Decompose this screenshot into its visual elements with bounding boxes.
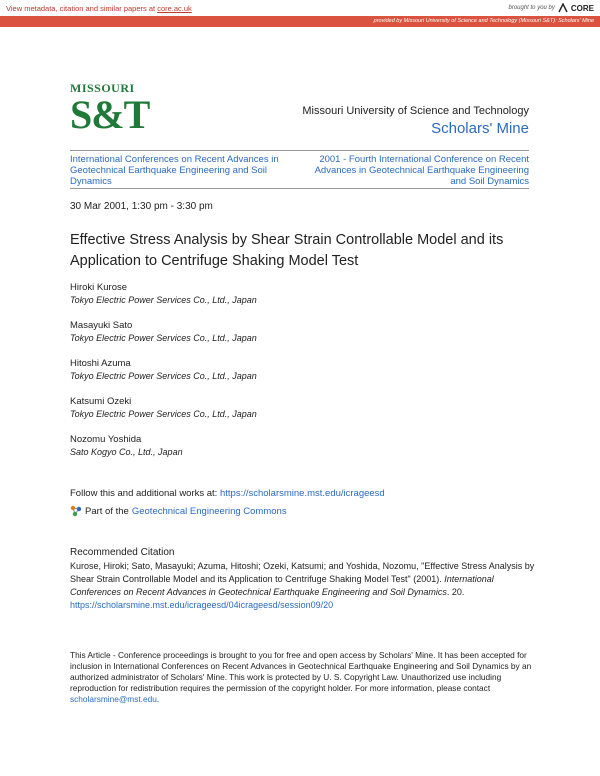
scholars-mine-link[interactable]: Scholars' Mine: [431, 120, 529, 137]
author-entry: [70, 358, 530, 396]
author-affiliation: Tokyo Electric Power Services Co., Ltd., Japan: [70, 371, 257, 381]
part-of-line: [70, 505, 287, 517]
author-entry: [70, 396, 530, 434]
core-brought-by: [509, 3, 595, 13]
brought-to-you-text: brought to you by: [508, 5, 555, 11]
notice-end: .: [156, 694, 160, 704]
top-divider: [70, 150, 529, 151]
provided-by-banner: [0, 16, 600, 27]
author-name: Hitoshi Azuma: [70, 358, 131, 369]
conference-edition-link[interactable]: 2001 - Fourth International Conference on Recent Advances in Geotechnical Earthquake Engineering and Soil Dynamics: [314, 154, 529, 187]
paper-title: Effective Stress Analysis by Shear Strain Controllable Model and its Application to Centrifuge Shaking Model Test: [70, 232, 504, 269]
commons-link[interactable]: Geotechnical Engineering Commons: [131, 505, 287, 517]
author-name: Katsumi Ozeki: [70, 396, 132, 407]
author-affiliation: Tokyo Electric Power Services Co., Ltd., Japan: [70, 333, 257, 343]
author-entry: [70, 320, 530, 358]
provided-by-text: provided by Missouri University of Science and Technology (Missouri S&T): Scholars' Mine: [373, 18, 594, 24]
core-logo[interactable]: CORE: [570, 3, 594, 13]
university-name: Missouri University of Science and Technology: [302, 105, 529, 117]
author-affiliation: Tokyo Electric Power Services Co., Ltd., Japan: [70, 409, 257, 419]
copyright-notice: [70, 650, 535, 705]
session-date: 30 Mar 2001, 1:30 pm - 3:30 pm: [70, 201, 213, 212]
core-link[interactable]: core.ac.uk: [157, 4, 192, 13]
conference-series-link[interactable]: International Conferences on Recent Advances in Geotechnical Earthquake Engineering and Soil Dynamics: [70, 154, 279, 187]
author-name: Hiroki Kurose: [70, 282, 128, 293]
contact-email-link[interactable]: scholarsmine@mst.edu: [70, 694, 157, 704]
part-of-text: Part of the: [85, 505, 129, 517]
author-name: Nozomu Yoshida: [70, 434, 142, 445]
citation-link[interactable]: https://scholarsmine.mst.edu/icrageesd/04icrageesd/session09/20: [70, 600, 334, 610]
core-banner: [0, 0, 600, 16]
citation-text: Kurose, Hiroki; Sato, Masayuki; Azuma, Hitoshi; Ozeki, Katsumi; and Yoshida, Nozomu, "Effective Stress Analysis by Shear Strain Controllable Model and its Application to Centrifuge Shaking Model Test" (2001).: [70, 561, 535, 584]
author-affiliation: Sato Kogyo Co., Ltd., Japan: [70, 447, 183, 457]
core-mark-icon: [558, 3, 568, 13]
author-affiliation: Tokyo Electric Power Services Co., Ltd., Japan: [70, 295, 257, 305]
citation-journal: International Conferences on Recent Advances in Geotechnical Earthquake Engineering and Soil Dynamics: [70, 574, 494, 597]
logo-st-text: S&T: [70, 92, 150, 137]
author-name: Masayuki Sato: [70, 320, 133, 331]
follow-link[interactable]: https://scholarsmine.mst.edu/icrageesd: [219, 488, 385, 499]
author-entry: [70, 282, 530, 320]
core-metadata-label: View metadata, citation and similar papers at: [6, 4, 158, 13]
logo-missouri-text: MISSOURI: [70, 81, 135, 95]
missouri-st-logo: [70, 81, 150, 137]
author-list: [70, 282, 530, 472]
author-entry: [70, 434, 530, 472]
notice-text: This Article - Conference proceedings is brought to you for free and open access by Scholars' Mine. It has been accepted for inclusion in International Conferences on Recent Advances in Geotechnical Earthquake Engineering and Soil Dynamics by an authorized administrator of Scholars' Mine. This work is protected by U. S. Copyright Law. Unauthorized use including reproduction for redistribution requires the permission of the copyright holder. For more information, please contact: [70, 650, 532, 693]
bottom-divider: [70, 188, 529, 189]
follow-text: Follow this and additional works at:: [70, 488, 220, 499]
follow-line: [70, 488, 385, 499]
network-icon: [70, 505, 82, 517]
recommended-citation-heading: Recommended Citation: [70, 547, 175, 558]
core-metadata-text: [6, 4, 192, 13]
citation-block: [70, 560, 535, 612]
citation-tail: . 20.: [446, 587, 465, 597]
